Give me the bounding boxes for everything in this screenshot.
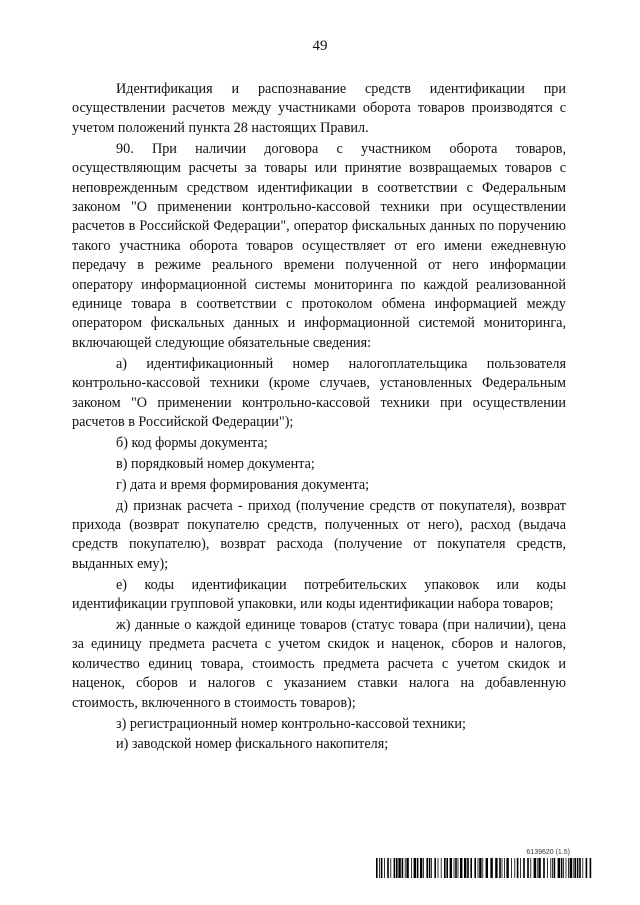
list-item-e: е) коды идентификации потребительских упаковок или коды идентификации групповой упаковки, или коды идентификации набора товаров;: [72, 576, 566, 613]
barcode-bar: [390, 858, 391, 878]
barcode-bar: [454, 858, 455, 878]
barcode-bar: [547, 858, 548, 878]
barcode-icon: [376, 858, 592, 878]
barcode-bar: [464, 858, 466, 878]
barcode-bar: [530, 858, 531, 878]
barcode-bar: [537, 858, 538, 878]
barcode-bar: [381, 858, 383, 878]
barcode-bar: [446, 858, 448, 878]
barcode-bar: [504, 858, 505, 878]
list-item-zh: ж) данные о каждой единице товаров (статус товара (при наличии), цена за единицу предмета расчета с учетом скидок и наценок, сборов и налогов, количество единиц товара, стоимость предмета расчета с учетом скидок и наценок, сборов и налогов с указанием ставки налога на добавленную стоимость, включенного в стоимость товаров);: [72, 616, 566, 711]
barcode-bar: [506, 858, 508, 878]
barcode-bar: [474, 858, 476, 878]
barcode-bar: [586, 858, 588, 878]
barcode-bar: [379, 858, 380, 878]
barcode-bar: [577, 858, 579, 878]
barcode-bar: [426, 858, 428, 878]
barcode-bar: [486, 858, 488, 878]
barcode-bar: [550, 858, 551, 878]
barcode-bar: [570, 858, 572, 878]
list-item-d: д) признак расчета - приход (получение средств от покупателя), возврат прихода (возврат покупателю средств, полученных от него), расход (выдача средств покупателю), возврат расхода (получение от покупателя средств, выданных ему);: [72, 497, 566, 572]
barcode-bar: [450, 858, 452, 878]
barcode-bar: [543, 858, 545, 878]
document-code: 6139620 (1.5): [526, 849, 570, 856]
list-item-a: а) идентификационный номер налогоплательщика пользователя контрольно-кассовой техники (кроме случаев, установленных Федеральным законом "О применении контрольно-кассовой техники при осуществлении расчетов в Российской Федерации");: [72, 355, 566, 430]
barcode-bar: [479, 858, 481, 878]
paragraph-identification: Идентификация и распознавание средств идентификации при осуществлении расчетов между участниками оборота товаров производятся с учетом положений пункта 28 настоящих Правил.: [72, 81, 566, 136]
list-item-b: б) код формы документа;: [116, 434, 268, 451]
barcode-bar: [563, 858, 564, 878]
barcode-bar: [431, 858, 432, 878]
barcode-bar: [438, 858, 439, 878]
barcode-bar: [394, 858, 396, 878]
barcode-bar: [455, 858, 457, 878]
barcode-bar: [527, 858, 529, 878]
barcode-bar: [414, 858, 416, 878]
barcode-bar: [534, 858, 536, 878]
barcode-bar: [568, 858, 569, 878]
barcode-bar: [590, 858, 592, 878]
barcode-bar: [402, 858, 404, 878]
barcode-bar: [429, 858, 431, 878]
barcode-bar: [582, 858, 583, 878]
barcode-bar: [411, 858, 412, 878]
barcode-bar: [405, 858, 406, 878]
barcode-bar: [458, 858, 459, 878]
barcode-bar: [554, 858, 556, 878]
barcode-bar: [566, 858, 567, 878]
barcode-bar: [441, 858, 442, 878]
list-item-z: з) регистрационный номер контрольно-кассовой техники;: [116, 715, 466, 732]
barcode-bar: [396, 858, 398, 878]
barcode-bar: [467, 858, 469, 878]
barcode-bar: [517, 858, 519, 878]
barcode-bar: [514, 858, 515, 878]
barcode-bar: [387, 858, 389, 878]
barcode-bar: [520, 858, 521, 878]
barcode-bar: [417, 858, 419, 878]
barcode-bar: [406, 858, 408, 878]
barcode-bar: [561, 858, 563, 878]
document-body: [72, 80, 566, 755]
paragraph-90: 90. При наличии договора с участником оборота товаров, осуществляющим расчеты за товары или принятие возвращаемых товаров с неповрежденным средством идентификации в соответствии с Федеральным законом "О применении контрольно-кассовой техники при осуществлении расчетов в Российской Федерации", оператор фискальных данных по поручению такого участника оборота товаров осуществляет от его имени ежедневную передачу в режиме реального времени полученной от него информации оператору информационной системы мониторинга по каждой реализованной единице товара в соответствии с протоколом обмена информацией между оператором фискальных данных и информационной системой мониторинга, включающей следующие обязательные сведения:: [72, 140, 566, 351]
barcode-bar: [470, 858, 472, 878]
barcode-bar: [398, 858, 400, 878]
barcode-bar: [478, 858, 479, 878]
barcode-bar: [573, 858, 574, 878]
barcode-bar: [384, 858, 385, 878]
barcode-bar: [434, 858, 436, 878]
barcode-bar: [538, 858, 540, 878]
list-item-v: в) порядковый номер документа;: [116, 455, 315, 472]
list-item-g: г) дата и время формирования документа;: [116, 476, 370, 493]
page-number: 49: [312, 38, 328, 54]
barcode-bar: [523, 858, 525, 878]
barcode-bar: [579, 858, 581, 878]
barcode-bar: [499, 858, 501, 878]
barcode-bar: [552, 858, 553, 878]
barcode-bar: [376, 858, 378, 878]
barcode-bar: [460, 858, 462, 878]
barcode-bar: [444, 858, 446, 878]
barcode-bar: [482, 858, 483, 878]
barcode-bar: [423, 858, 424, 878]
barcode-bar: [574, 858, 576, 878]
barcode-bar: [490, 858, 492, 878]
barcode-bar: [502, 858, 503, 878]
barcode-bar: [511, 858, 512, 878]
list-item-i: и) заводской номер фискального накопителя;: [116, 736, 389, 753]
barcode-bar: [495, 858, 497, 878]
barcode-bar: [420, 858, 422, 878]
barcode-bar: [558, 858, 560, 878]
